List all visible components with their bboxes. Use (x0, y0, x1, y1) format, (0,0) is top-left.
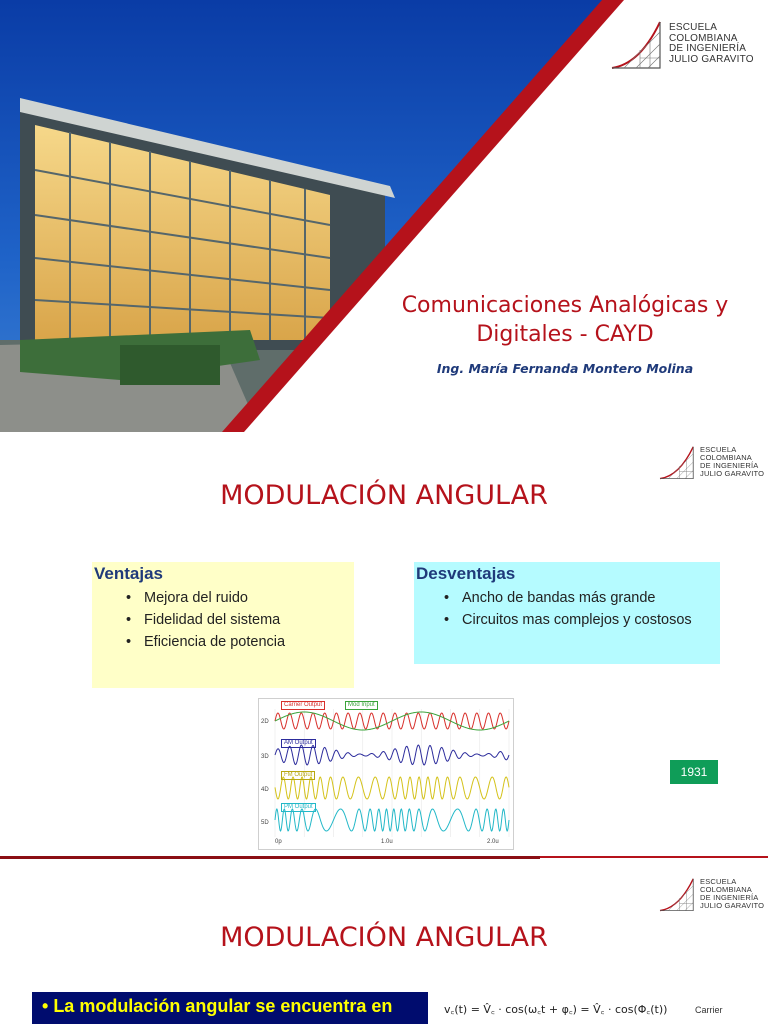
slide2-divider-left (0, 856, 540, 859)
scope-tab-carrier: Carrier Output (281, 701, 325, 710)
desventajas-list (416, 590, 720, 628)
logo (658, 876, 764, 912)
desventajas-item: • Circuitos mas complejos y costosos (462, 612, 720, 628)
logo-line-4: JULIO GARAVITO (700, 900, 765, 910)
scope-channel-label: 5D (261, 820, 269, 826)
logo-emblem-icon (610, 18, 666, 70)
year-badge: 1931 (670, 760, 718, 784)
slide3-title: MODULACIÓN ANGULAR (220, 922, 548, 953)
desventajas-item: • Ancho de bandas más grande (462, 590, 720, 606)
logo-line-4: JULIO GARAVITO (669, 53, 754, 65)
logo (658, 444, 764, 480)
desventajas-box (414, 562, 720, 664)
ventajas-box (92, 562, 354, 688)
scope-xtick: 2.0u (487, 839, 499, 845)
logo-line-3: DE INGENIERÍA (669, 43, 747, 54)
carrier-formula: v꜀(t) = V̂꜀ · cos(ω꜀t + φ꜀) = V̂꜀ · cos(Φ꜀(t)) (444, 1003, 668, 1016)
ventajas-item: • Fidelidad del sistema (144, 612, 354, 628)
logo (610, 18, 754, 70)
ventajas-heading: Ventajas (94, 564, 163, 583)
logo-line-1: ESCUELA (700, 445, 737, 455)
waveform-scope (258, 698, 514, 850)
scope-tab-fm: FM Output (281, 771, 315, 780)
logo-emblem-icon (658, 876, 698, 912)
logo-line-2: COLOMBIANA (669, 32, 738, 44)
logo-emblem-icon (658, 444, 698, 480)
logo-line-2: COLOMBIANA (700, 453, 753, 463)
slide1-title-line1: Comunicaciones Analógicas y (401, 293, 729, 318)
slide2-divider-right (540, 856, 768, 858)
title-slide (0, 0, 768, 432)
desventajas-heading: Desventajas (416, 564, 516, 583)
logo-line-1: ESCUELA (669, 22, 718, 33)
logo-line-2: COLOMBIANA (700, 885, 753, 895)
scope-tab-pm: PM Output (281, 803, 316, 812)
logo-line-1: ESCUELA (700, 877, 737, 887)
slide2-title: MODULACIÓN ANGULAR (220, 480, 548, 511)
bullet-dot: • (42, 996, 54, 1016)
scope-tab-mod: Mod Input (345, 701, 378, 710)
slide1-title (380, 292, 750, 349)
logo-line-4: JULIO GARAVITO (700, 468, 765, 478)
angular-modulation-slide (0, 860, 768, 1024)
slide1-author: Ing. María Fernanda Montero Molina (436, 361, 694, 376)
logo-line-3: DE INGENIERÍA (700, 893, 759, 902)
logo-line-3: DE INGENIERÍA (700, 461, 759, 470)
slide1-title-line2: Digitales - CAYD (476, 321, 654, 347)
carrier-label: Carrier (695, 1005, 723, 1015)
scope-xtick: 1.0u (381, 839, 393, 845)
ventajas-list (94, 590, 354, 650)
ventajas-item: • Mejora del ruido (144, 590, 354, 606)
scope-xtick: 0p (275, 839, 282, 845)
ventajas-item: • Eficiencia de potencia (144, 634, 354, 650)
scope-channel-label: 4D (261, 787, 269, 793)
advantages-slide (0, 432, 768, 860)
slide3-bullet-text: La modulación angular se encuentra en (53, 996, 393, 1016)
scope-channel-label: 2D (261, 719, 269, 725)
scope-tab-am: AM Output (281, 739, 316, 748)
slide3-bullet (32, 992, 428, 1024)
scope-channel-label: 3D (261, 754, 269, 760)
